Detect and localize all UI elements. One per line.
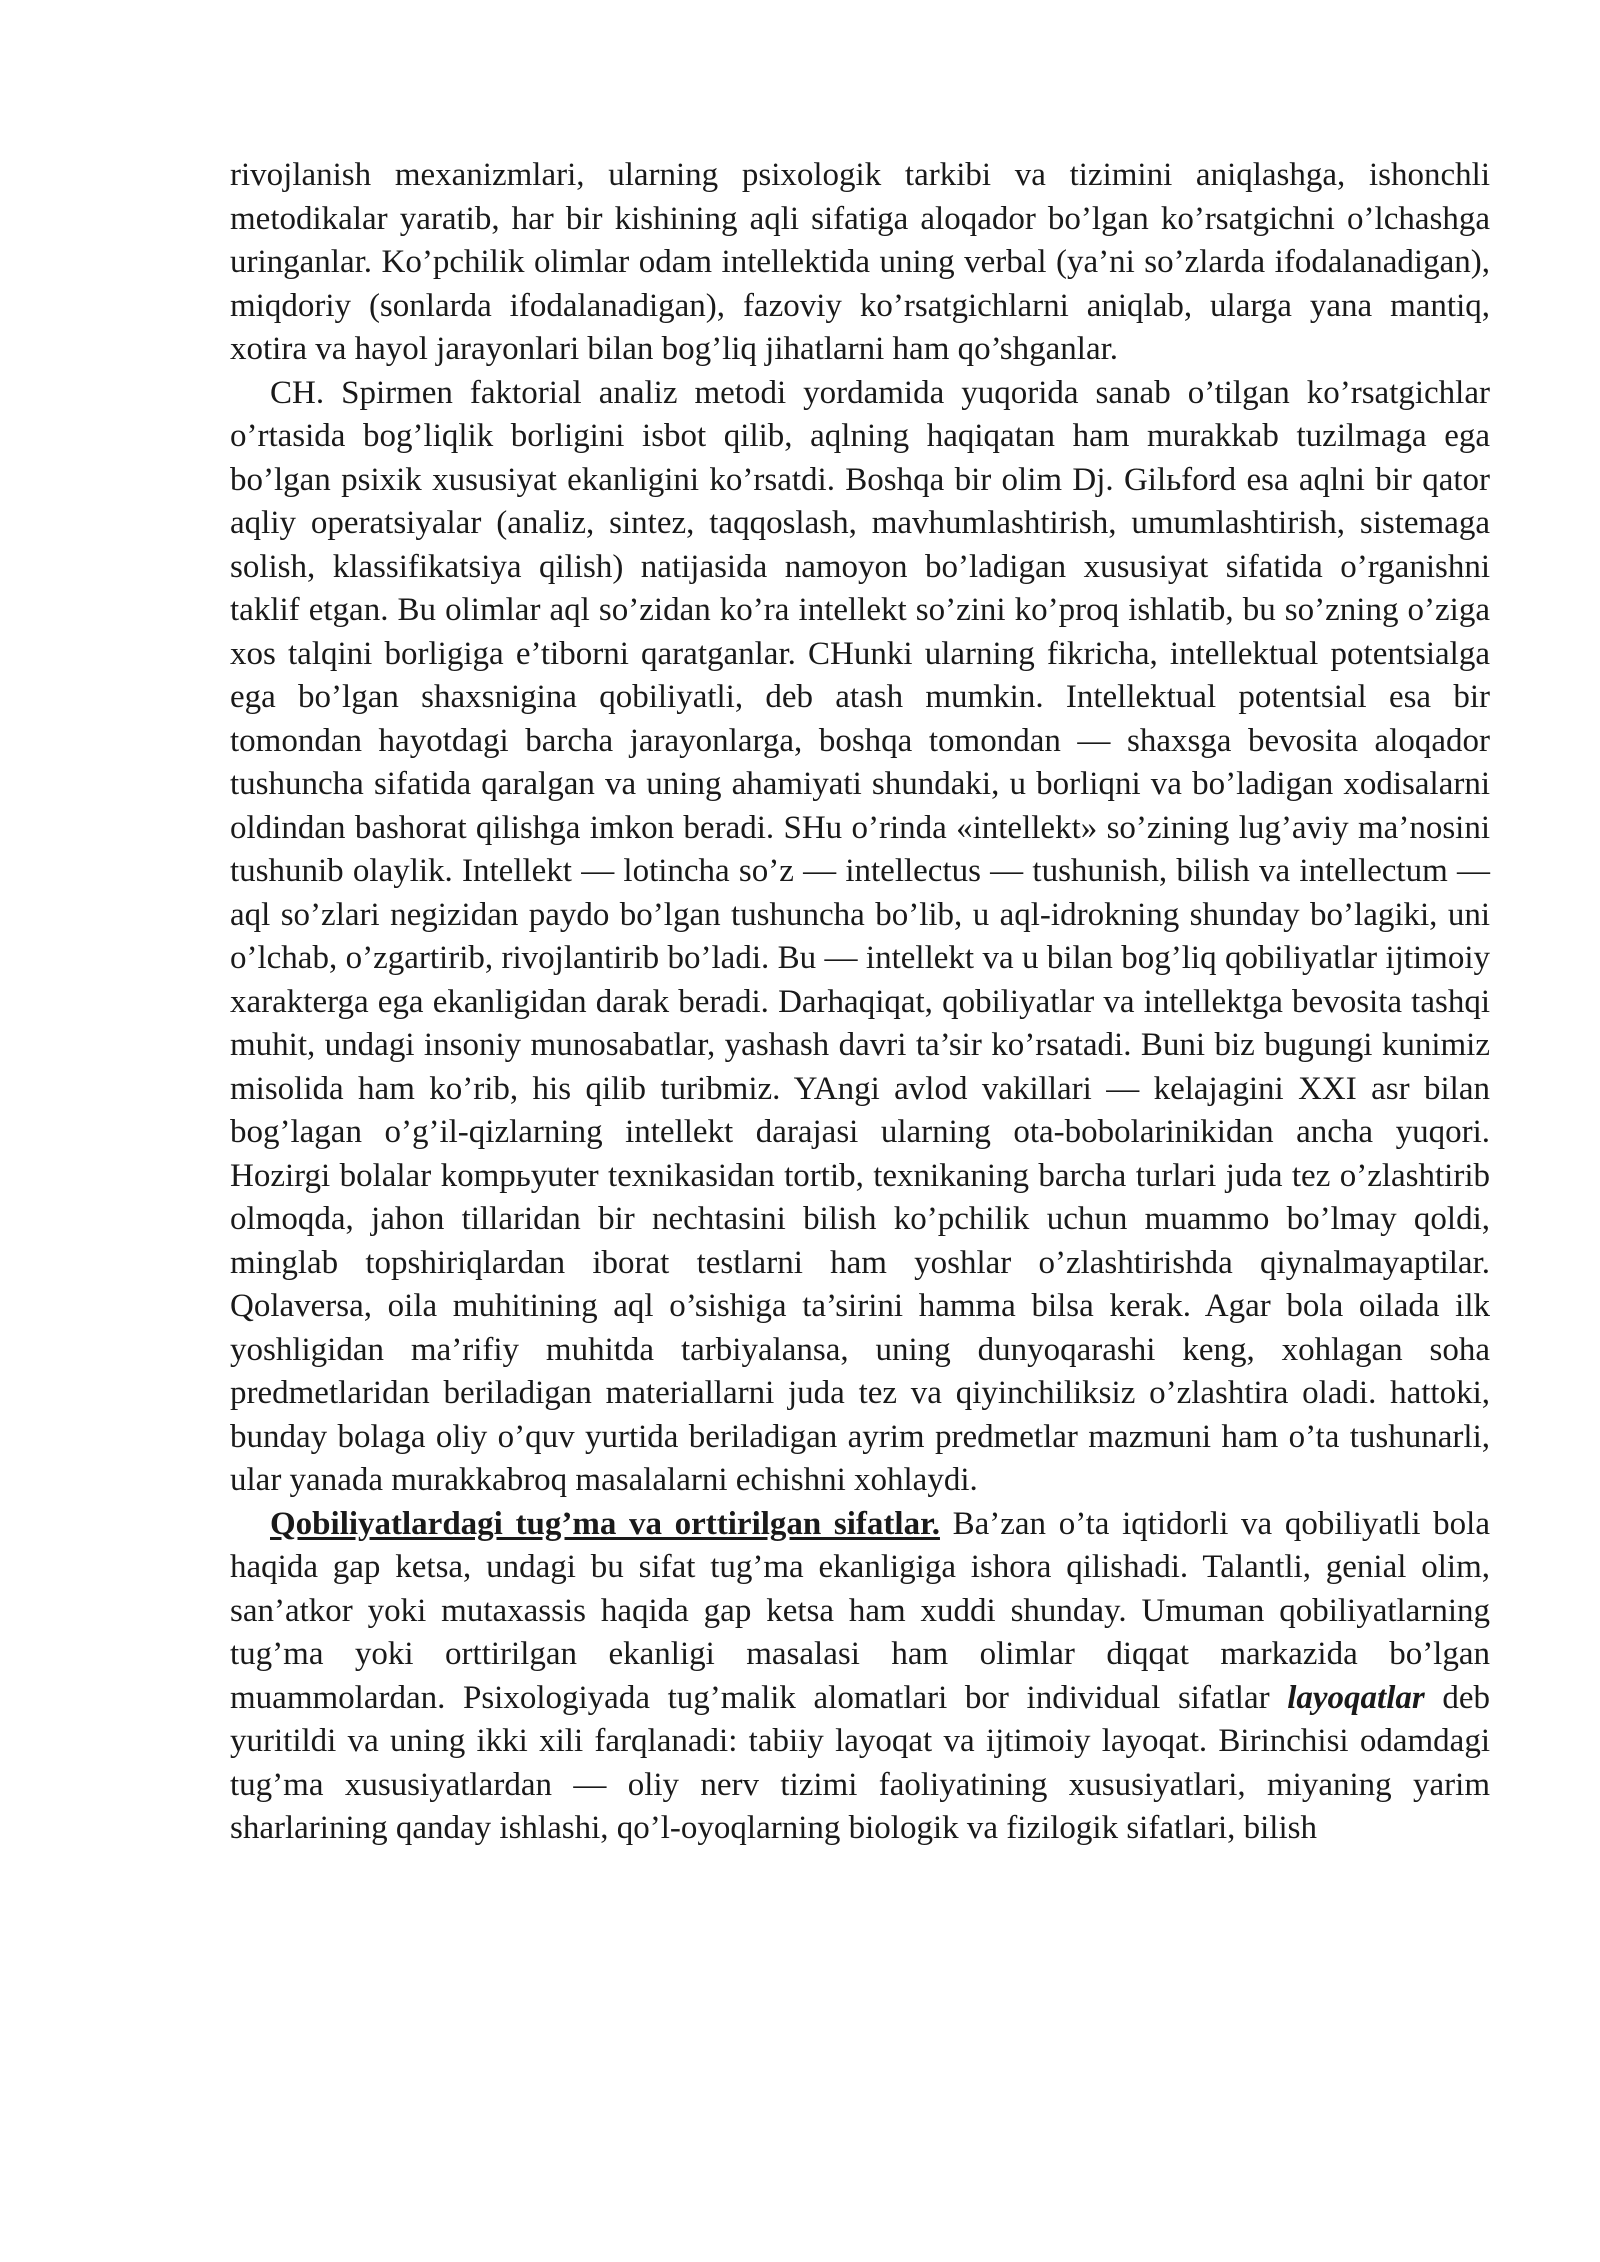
paragraph-3-text-a: Ba’zan o’ta iqtidorli va qobiliyatli bola haqida gap ketsa, undagi bu sifat tug’ma ekanligiga ishora qilishadi. Talantli, genial olim, san’atkor yoki mutaxassis haqida gap ketsa ham xuddi shunday. Umuman qobiliyatlarning tug’ma yoki orttirilgan ekanligi masalasi ham olimlar diqqat markazida bo’lgan muammolardan. Psixologiyada tug’malik alomatlari bor individual sifatlar	[230, 1505, 1490, 1716]
paragraph-2: CH. Spirmen faktorial analiz metodi yordamida yuqorida sanab o’tilgan ko’rsatgichlar o’rtasida bog’liqlik borligini isbot qilib, aqlning haqiqatan ham murakkab tuzilmaga ega bo’lgan psixik xususiyat ekanligini ko’rsatdi. Boshqa bir olim Dj. Gilьford esa aqlni bir qator aqliy operatsiyalar (analiz, sintez, taqqoslash, mavhumlashtirish, umumlashtirish, sistemaga solish, klassifikatsiya qilish) natijasida namoyon bo’ladigan xususiyat sifatida o’rganishni taklif etgan. Bu olimlar aql so’zidan ko’ra intellekt so’zini ko’proq ishlatib, bu so’zning o’ziga xos talqini borligiga e’tiborni qaratganlar. CHunki ularning fikricha, intellektual potentsialga ega bo’lgan shaxsnigina qobiliyatli, deb atash mumkin. Intellektual potentsial esa bir tomondan hayotdagi barcha jarayonlarga, boshqa tomondan — shaxsga bevosita aloqador tushuncha sifatida qaralgan va uning ahamiyati shundaki, u borliqni va bo’ladigan xodisalarni oldindan bashorat qilishga imkon beradi. SHu o’rinda «intellekt» so’zining lug’aviy ma’nosini tushunib olaylik. Intellekt — lotincha so’z — intellectus — tushunish, bilish va intellectum — aql so’zlari negizidan paydo bo’lgan tushuncha bo’lib, u aql-idrokning shunday bo’lagiki, uni o’lchab, o’zgartirib, rivojlantirib bo’ladi. Bu — intellekt va u bilan bog’liq qobiliyatlar ijtimoiy xarakterga ega ekanligidan darak beradi. Darhaqiqat, qobiliyatlar va intellektga bevosita tashqi muhit, undagi insoniy munosabatlar, yashash davri ta’sir ko’rsatadi. Buni biz bugungi kunimiz misolida ham ko’rib, his qilib turibmiz. YAngi avlod vakillari — kelajagini XXI asr bilan bog’lagan o’g’il-qizlarning intellekt darajasi ularning ota-bobolarinikidan ancha yuqori. Hozirgi bolalar kompьyuter texnikasidan tortib, texnikaning barcha turlari juda tez o’zlashtirib olmoqda, jahon tillaridan bir nechtasini bilish ko’pchilik uchun muammo bo’lmay qoldi, minglab topshiriqlardan iborat testlarni ham yoshlar o’zlashtirishda qiynalmayaptilar. Qolaversa, oila muhitining aql o’sishiga ta’sirini hamma bilsa kerak. Agar bola oilada ilk yoshligidan ma’rifiy muhitda tarbiyalansa, uning dunyoqarashi keng, xohlagan soha predmetlaridan beriladigan materiallarni juda tez va qiyinchiliksiz o’zlashtira oladi. hattoki, bunday bolaga oliy o’quv yurtida beriladigan ayrim predmetlar mazmuni ham o’ta tushunarli, ular yanada murakkabroq masalalarni echishni xohlaydi.	[230, 374, 1490, 1498]
paragraph-1: rivojlanish mexanizmlari, ularning psixologik tarkibi va tizimini aniqlashga, ishonchli metodikalar yaratib, har bir kishining aqli sifatiga aloqador bo’lgan ko’rsatgichni o’lchashga uringanlar. Ko’pchilik olimlar odam intellektida uning verbal (ya’ni so’zlarda ifodalanadigan), miqdoriy (sonlarda ifodalanadigan), fazoviy ko’rsatgichlarni aniqlab, ularga yana mantiq, xotira va hayol jarayonlari bilan bog’liq jihatlarni ham qo’shganlar.	[230, 157, 1490, 367]
paragraph-3	[230, 1503, 1490, 1851]
section-heading: Qobiliyatlardagi tug’ma va orttirilgan sifatlar.	[270, 1505, 940, 1542]
term-emphasis: layoqatlar	[1287, 1679, 1425, 1716]
paragraph-3-text-b: deb yuritildi va uning ikki xili farqlanadi: tabiiy layoqat va ijtimoiy layoqat. Birinchisi odamdagi tug’ma xususiyatlardan — oliy nerv tizimi faoliyatining xususiyatlari, miyaning yarim sharlarining qanday ishlashi, qo’l-oyoqlarning biologik va fizilogik sifatlari, bilish	[230, 1679, 1490, 1846]
document-page	[230, 154, 1490, 1851]
